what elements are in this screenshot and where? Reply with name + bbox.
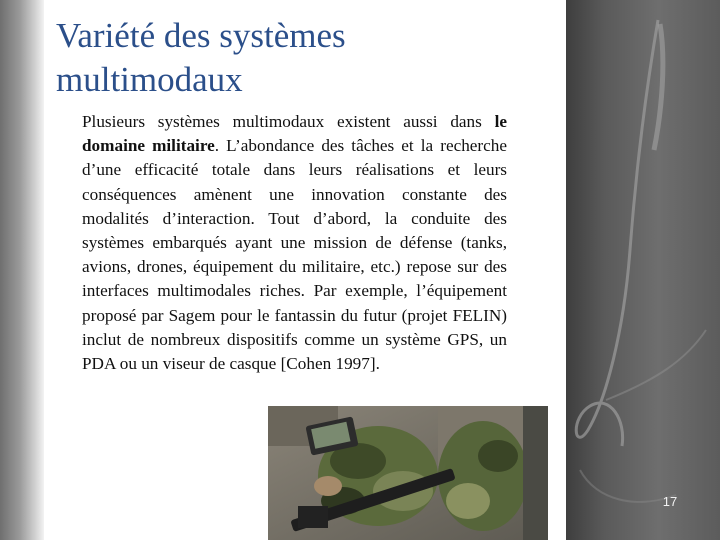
slide-title <box>56 14 556 102</box>
title-line-2: multimodaux <box>56 60 243 99</box>
page-number: 17 <box>662 494 678 509</box>
body-text-intro: Plusieurs systèmes multimodaux existent aussi dans <box>82 112 495 131</box>
soldier-photo <box>268 406 548 540</box>
body-paragraph <box>82 110 507 376</box>
soldier-photo-icon <box>268 406 548 540</box>
right-decorative-panel <box>566 0 720 540</box>
swirl-ornament-icon <box>566 0 720 540</box>
title-line-1: Variété des systèmes <box>56 16 346 55</box>
left-decorative-band <box>0 0 44 540</box>
body-text-emphasis: le domaine militaire <box>82 112 507 156</box>
body-text-rest: . L’abondance des tâches et la recherche d’une efficacité totale dans leurs réalisations et leurs conséquences amènent une innovation constante des modalités d’interaction. Tout d’abord, la conduite des systèmes embarqués ayant une mission de défense (tanks, avions, drones, équipement du militaire, etc.) repose sur des interfaces multimodales riches. Par exemple, l’équipement proposé par Sagem pour le fantassin du futur (projet FELIN) inclut de nombreux dispositifs comme un système GPS, un PDA ou un viseur de casque [Cohen 1997]. <box>82 136 507 374</box>
